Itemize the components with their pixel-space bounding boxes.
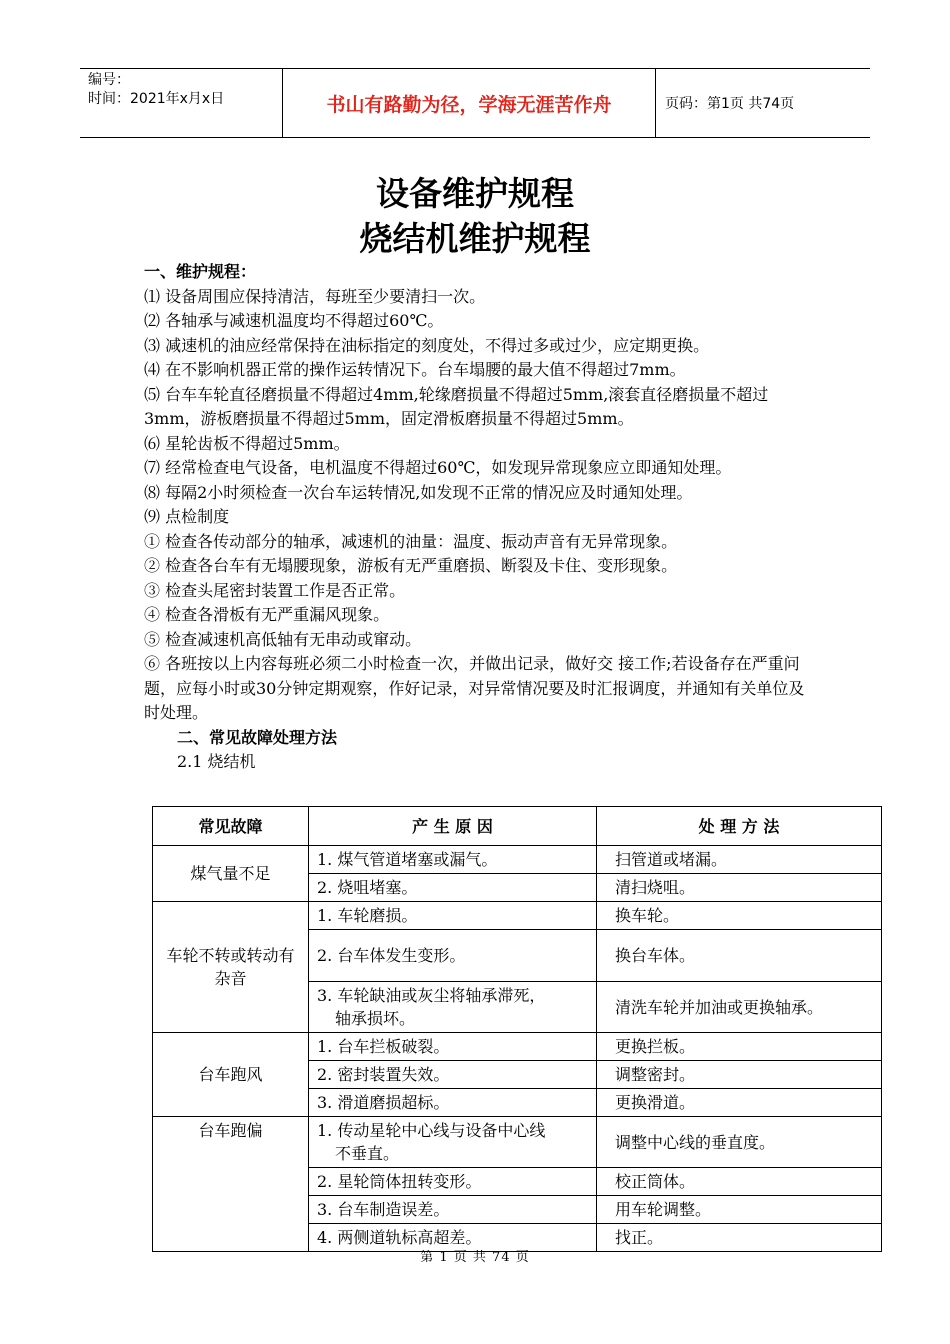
doc-main-title: 设备维护规程 — [376, 174, 574, 213]
method-cell: 更换拦板。 — [597, 1033, 882, 1061]
cause-cell: 2. 台车体发生变形。 — [309, 930, 597, 982]
fault-table — [152, 806, 882, 1252]
rule-item: ⑵ 各轴承与减速机温度均不得超过60℃。 — [144, 311, 444, 330]
cause-cell: 2. 烧咀堵塞。 — [309, 874, 597, 902]
rule-item: ⑺ 经常检查电气设备，电机温度不得超过60℃，如发现异常现象应立即通知处理。 — [144, 458, 732, 477]
cause-cell: 3. 台车制造误差。 — [309, 1196, 597, 1224]
header-meta — [80, 69, 282, 137]
cause-cell — [309, 1117, 597, 1168]
table-row — [153, 902, 882, 930]
method-cell: 调整密封。 — [597, 1061, 882, 1089]
fault-text-line: 杂音 — [214, 969, 247, 988]
method-cell: 校正筒体。 — [597, 1168, 882, 1196]
check-item: ④ 检查各滑板有无严重漏风现象。 — [144, 605, 390, 624]
rule-item: ⑷ 在不影响机器正常的操作运转情况下。台车塌腰的最大值不得超过7mm。 — [144, 360, 686, 379]
method-cell: 找正。 — [597, 1224, 882, 1252]
table-row — [153, 846, 882, 874]
cause-cell: 1. 台车拦板破裂。 — [309, 1033, 597, 1061]
doc-time-label: 时间：2021年x月x日 — [88, 91, 225, 107]
check-item: ② 检查各台车有无塌腰现象，游板有无严重磨损、断裂及卡住、变形现象。 — [144, 556, 678, 575]
rule-item: ⑻ 每隔2小时须检查一次台车运转情况,如发现不正常的情况应及时通知处理。 — [144, 482, 693, 502]
rule-item: ⑴ 设备周围应保持清洁，每班至少要清扫一次。 — [144, 286, 486, 306]
cause-cell: 2. 星轮筒体扭转变形。 — [309, 1168, 597, 1196]
fault-cell: 台车跑风 — [153, 1033, 309, 1117]
cause-text-line: 1. 传动星轮中心线与设备中心线 — [317, 1121, 546, 1140]
table-row — [153, 1033, 882, 1061]
document-header — [80, 68, 870, 138]
rule-item: ⑼ 点检制度 — [144, 507, 230, 526]
check-item: ① 检查各传动部分的轴承，减速机的油量：温度、振动声音有无异常现象。 — [144, 531, 678, 551]
table-header-row — [153, 807, 882, 846]
header-page-label: 页码：第1页 共74页 — [665, 96, 795, 112]
fault-cell: 煤气量不足 — [153, 846, 309, 902]
check-item: ③ 检查头尾密封装置工作是否正常。 — [144, 580, 406, 600]
header-cause: 产 生 原 因 — [309, 807, 597, 846]
cause-text-line: 不垂直。 — [335, 1144, 400, 1163]
section1-heading: 一、维护规程： — [144, 262, 257, 281]
method-cell: 扫管道或堵漏。 — [597, 846, 882, 874]
method-cell: 换车轮。 — [597, 902, 882, 930]
doc-body — [144, 260, 814, 775]
cause-text-line: 3. 车轮缺油或灰尘将轴承滞死， — [317, 986, 546, 1005]
cause-cell — [309, 982, 597, 1033]
check-item: ⑤ 检查减速机高低轴有无串动或窜动。 — [144, 629, 422, 649]
doc-sub-title: 烧结机维护规程 — [359, 219, 591, 258]
page-footer: 第 1 页 共 74 页 — [420, 1250, 530, 1265]
cause-cell: 1. 车轮磨损。 — [309, 902, 597, 930]
header-fault: 常见故障 — [153, 807, 309, 846]
header-motto: 书山有路勤为径，学海无涯苦作舟 — [282, 69, 656, 137]
fault-cell — [153, 902, 309, 1033]
method-cell: 换台车体。 — [597, 930, 882, 982]
rule-item: ⑹ 星轮齿板不得超过5mm。 — [144, 433, 350, 453]
check-item: ⑥ 各班按以上内容每班必须二小时检查一次，并做出记录，做好交 接工作;若设备存在严重问题，应每小时或30分钟定期观察，作好记录，对异常情况要及时汇报调度，并通知有关单位及时处理。 — [144, 654, 805, 722]
doc-number-label: 编号： — [88, 72, 130, 88]
method-cell: 清洗车轮并加油或更换轴承。 — [597, 982, 882, 1033]
cause-cell: 2. 密封装置失效。 — [309, 1061, 597, 1089]
rule-item: ⑶ 减速机的油应经常保持在油标指定的刻度处，不得过多或过少，应定期更换。 — [144, 335, 710, 355]
method-cell: 清扫烧咀。 — [597, 874, 882, 902]
rule-item: ⑸ 台车车轮直径磨损量不得超过4mm,轮缘磨损量不得超过5mm,滚套直径磨损量不超过3mm，游板磨损量不得超过5mm，固定滑板磨损量不得超过5mm。 — [144, 384, 769, 428]
section2-subheading: 2.1 烧结机 — [177, 752, 256, 771]
header-method: 处 理 方 法 — [597, 807, 882, 846]
fault-text-line: 车轮不转或转动有 — [166, 946, 295, 965]
cause-cell: 4. 两侧道轨标高超差。 — [309, 1224, 597, 1252]
method-cell: 用车轮调整。 — [597, 1196, 882, 1224]
method-cell: 调整中心线的垂直度。 — [597, 1117, 882, 1168]
section2-heading: 二、常见故障处理方法 — [177, 727, 338, 747]
cause-cell: 3. 滑道磨损超标。 — [309, 1089, 597, 1117]
cause-text-line: 轴承损坏。 — [335, 1009, 416, 1028]
method-cell: 更换滑道。 — [597, 1089, 882, 1117]
table-row — [153, 1117, 882, 1168]
cause-cell: 1. 煤气管道堵塞或漏气。 — [309, 846, 597, 874]
fault-cell: 台车跑偏 — [153, 1117, 309, 1252]
